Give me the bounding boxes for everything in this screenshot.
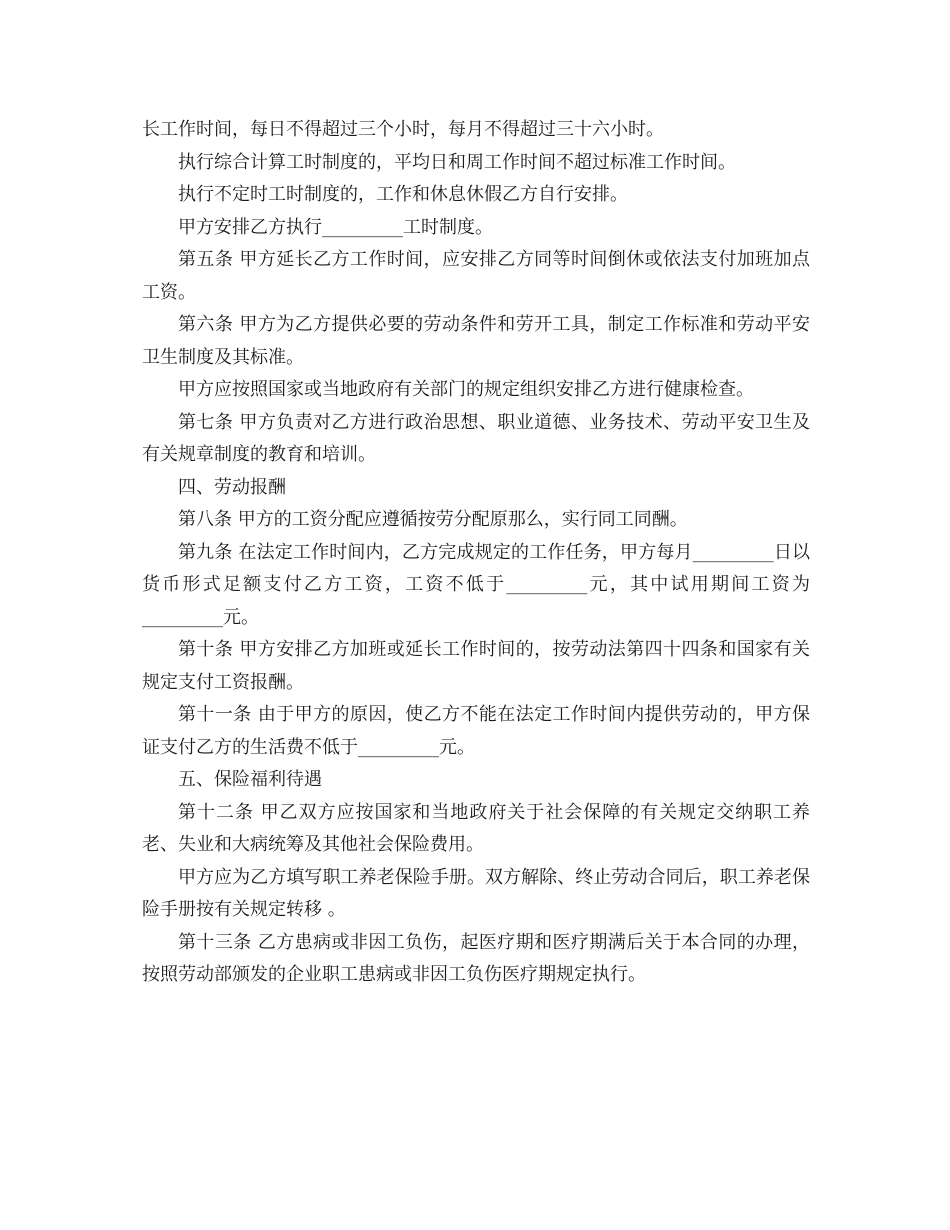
paragraph: 甲方应为乙方填写职工养老保险手册。双方解除、终止劳动合同后，职工养老保险手册按有关规定转移 。 — [142, 866, 810, 920]
paragraph-continuation: 长工作时间，每日不得超过三个小时，每月不得超过三十六小时。 — [142, 119, 664, 140]
paragraph: 执行不定时工时制度的，工作和休息休假乙方自行安排。 — [178, 184, 628, 205]
article-5: 第五条 甲方延长乙方工作时间，应安排乙方同等时间倒休或依法支付加班加点工资。 — [142, 249, 810, 303]
paragraph: 执行综合计算工时制度的，平均日和周工作时间不超过标准工作时间。 — [178, 151, 736, 173]
section-heading-remuneration: 四、劳动报酬 — [178, 476, 286, 498]
document-body — [142, 114, 810, 992]
section-heading-insurance: 五、保险福利待遇 — [178, 769, 322, 790]
article-12: 第十二条 甲乙双方应按国家和当地政府关于社会保障的有关规定交纳职工养老、失业和大病统筹及其他社会保险费用。 — [142, 801, 810, 855]
article-10: 第十条 甲方安排乙方加班或延长工作时间的，按劳动法第四十四条和国家有关规定支付工资报酬。 — [142, 639, 810, 693]
article-7: 第七条 甲方负责对乙方进行政治思想、职业道德、业务技术、劳动平安卫生及有关规章制度的教育和培训。 — [142, 411, 810, 465]
article-6: 第六条 甲方为乙方提供必要的劳动条件和劳开工具，制定工作标准和劳动平安卫生制度及其标准。 — [142, 314, 810, 368]
paragraph: 甲方安排乙方执行_________工时制度。 — [178, 216, 493, 238]
article-13: 第十三条 乙方患病或非因工负伤，起医疗期和医疗期满后关于本合同的办理，按照劳动部颁发的企业职工患病或非因工负伤医疗期规定执行。 — [142, 931, 810, 985]
article-9: 第九条 在法定工作时间内，乙方完成规定的工作任务，甲方每月_________日以货币形式足额支付乙方工资，工资不低于_________元，其中试用期间工资为_________元。 — [142, 541, 810, 628]
article-8: 第八条 甲方的工资分配应遵循按劳分配原那么，实行同工同酬。 — [178, 509, 688, 530]
paragraph: 甲方应按照国家或当地政府有关部门的规定组织安排乙方进行健康检查。 — [178, 379, 754, 400]
article-11: 第十一条 由于甲方的原因，使乙方不能在法定工作时间内提供劳动的，甲方保证支付乙方的生活费不低于_________元。 — [142, 704, 810, 758]
